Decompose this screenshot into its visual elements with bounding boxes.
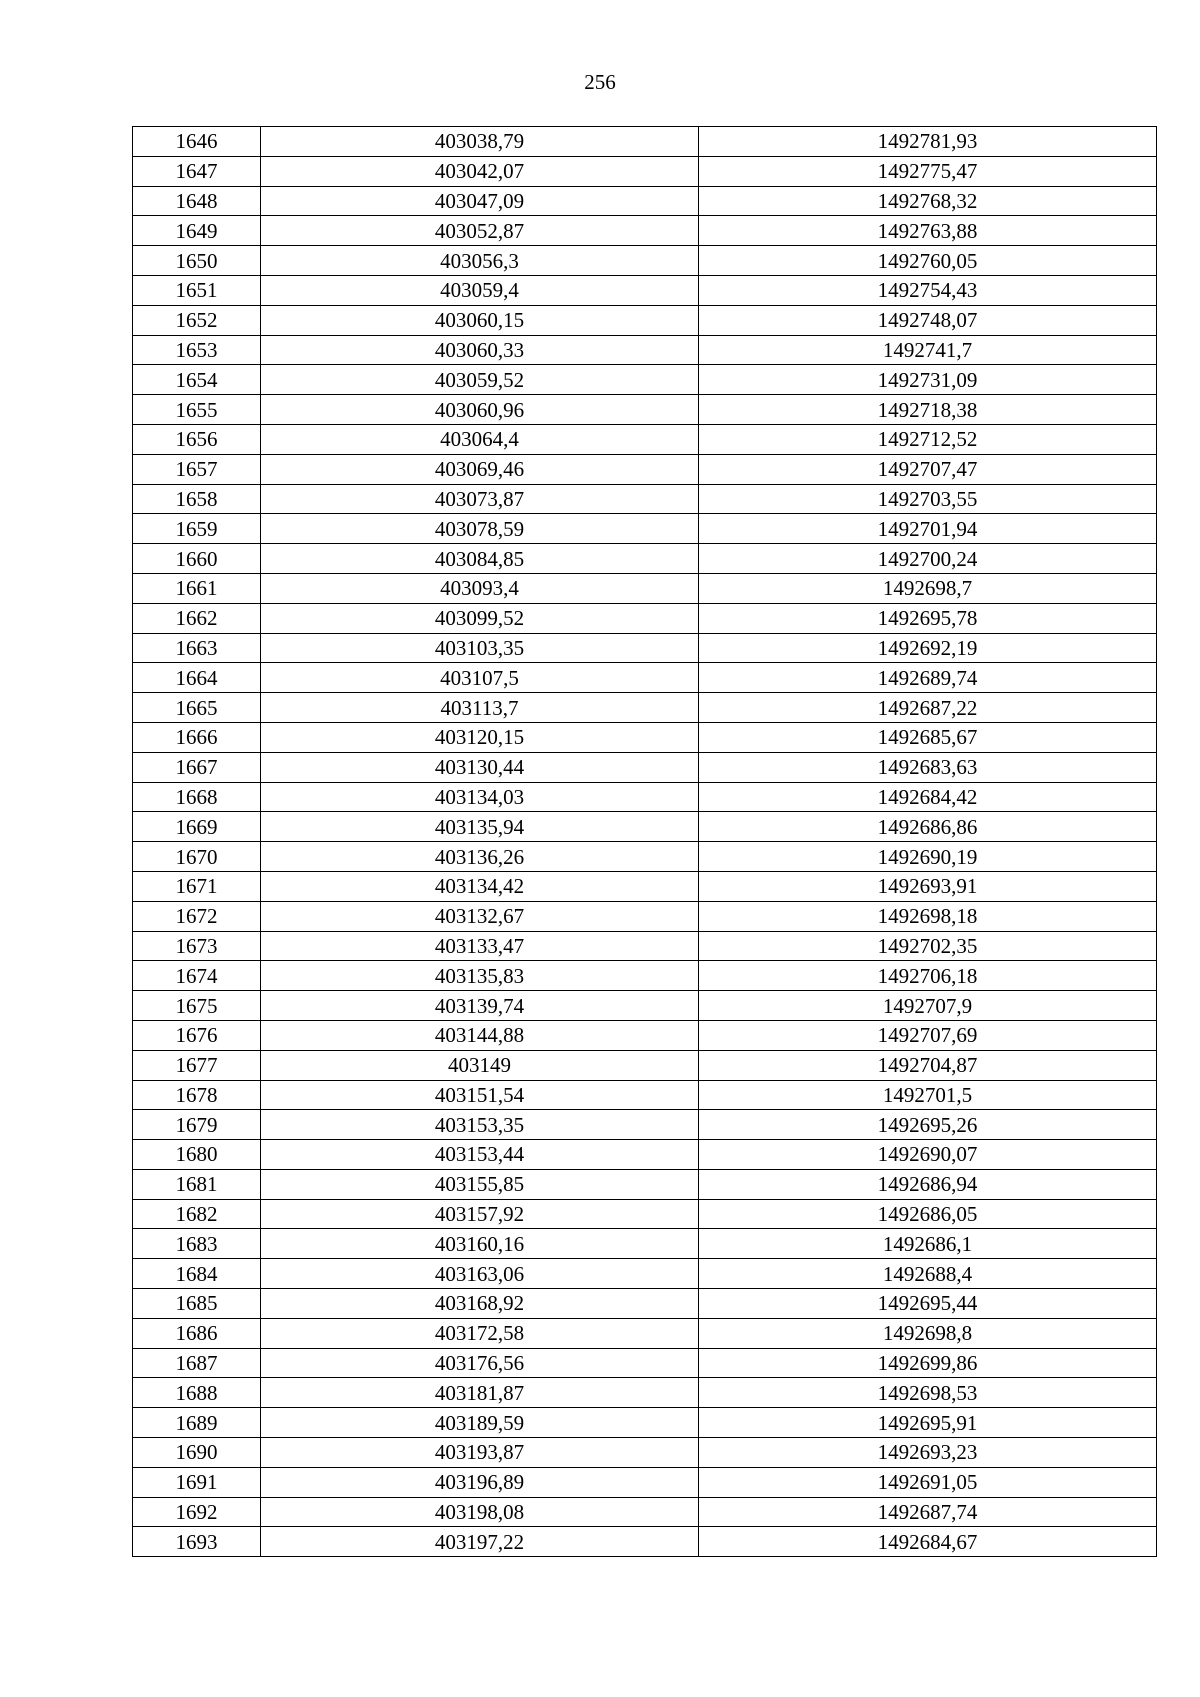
y-coordinate-cell: 1492689,74 [699,663,1157,693]
point-number-cell: 1663 [133,633,261,663]
x-coordinate-cell: 403139,74 [261,991,699,1021]
table-row [133,1229,1157,1259]
table-row [133,1020,1157,1050]
table-row [133,901,1157,931]
x-coordinate-cell: 403160,16 [261,1229,699,1259]
table-row [133,812,1157,842]
x-coordinate-cell: 403172,58 [261,1318,699,1348]
point-number-cell: 1682 [133,1199,261,1229]
point-number-cell: 1687 [133,1348,261,1378]
x-coordinate-cell: 403133,47 [261,931,699,961]
table-row [133,1289,1157,1319]
x-coordinate-cell: 403107,5 [261,663,699,693]
x-coordinate-cell: 403151,54 [261,1080,699,1110]
table-row [133,663,1157,693]
x-coordinate-cell: 403134,03 [261,782,699,812]
x-coordinate-cell: 403056,3 [261,246,699,276]
table-row [133,156,1157,186]
point-number-cell: 1647 [133,156,261,186]
point-number-cell: 1677 [133,1050,261,1080]
y-coordinate-cell: 1492731,09 [699,365,1157,395]
y-coordinate-cell: 1492701,5 [699,1080,1157,1110]
point-number-cell: 1655 [133,395,261,425]
table-row [133,961,1157,991]
table-row [133,1318,1157,1348]
y-coordinate-cell: 1492704,87 [699,1050,1157,1080]
y-coordinate-cell: 1492690,07 [699,1140,1157,1170]
y-coordinate-cell: 1492691,05 [699,1467,1157,1497]
table-row [133,246,1157,276]
point-number-cell: 1652 [133,305,261,335]
x-coordinate-cell: 403144,88 [261,1020,699,1050]
point-number-cell: 1668 [133,782,261,812]
x-coordinate-cell: 403193,87 [261,1438,699,1468]
x-coordinate-cell: 403130,44 [261,752,699,782]
point-number-cell: 1689 [133,1408,261,1438]
coordinates-table [132,126,1157,1557]
y-coordinate-cell: 1492698,53 [699,1378,1157,1408]
page-number: 256 [584,70,616,94]
point-number-cell: 1684 [133,1259,261,1289]
point-number-cell: 1662 [133,603,261,633]
y-coordinate-cell: 1492686,05 [699,1199,1157,1229]
y-coordinate-cell: 1492698,18 [699,901,1157,931]
y-coordinate-cell: 1492684,42 [699,782,1157,812]
table-row [133,603,1157,633]
table-row [133,127,1157,157]
y-coordinate-cell: 1492700,24 [699,544,1157,574]
point-number-cell: 1679 [133,1110,261,1140]
table-row [133,1497,1157,1527]
x-coordinate-cell: 403168,92 [261,1289,699,1319]
y-coordinate-cell: 1492695,91 [699,1408,1157,1438]
point-number-cell: 1671 [133,871,261,901]
y-coordinate-cell: 1492775,47 [699,156,1157,186]
point-number-cell: 1646 [133,127,261,157]
y-coordinate-cell: 1492706,18 [699,961,1157,991]
x-coordinate-cell: 403038,79 [261,127,699,157]
y-coordinate-cell: 1492712,52 [699,424,1157,454]
point-number-cell: 1691 [133,1467,261,1497]
table-row [133,1199,1157,1229]
table-row [133,1467,1157,1497]
x-coordinate-cell: 403064,4 [261,424,699,454]
y-coordinate-cell: 1492707,9 [699,991,1157,1021]
point-number-cell: 1654 [133,365,261,395]
x-coordinate-cell: 403103,35 [261,633,699,663]
x-coordinate-cell: 403047,09 [261,186,699,216]
table-row [133,365,1157,395]
table-row [133,931,1157,961]
x-coordinate-cell: 403181,87 [261,1378,699,1408]
point-number-cell: 1675 [133,991,261,1021]
table-row [133,1050,1157,1080]
y-coordinate-cell: 1492695,26 [699,1110,1157,1140]
table-row [133,693,1157,723]
y-coordinate-cell: 1492686,94 [699,1169,1157,1199]
x-coordinate-cell: 403196,89 [261,1467,699,1497]
point-number-cell: 1660 [133,544,261,574]
table-row [133,424,1157,454]
table-row [133,782,1157,812]
table-row [133,544,1157,574]
x-coordinate-cell: 403069,46 [261,454,699,484]
x-coordinate-cell: 403198,08 [261,1497,699,1527]
x-coordinate-cell: 403189,59 [261,1408,699,1438]
x-coordinate-cell: 403135,94 [261,812,699,842]
point-number-cell: 1686 [133,1318,261,1348]
point-number-cell: 1674 [133,961,261,991]
table-row [133,186,1157,216]
x-coordinate-cell: 403052,87 [261,216,699,246]
x-coordinate-cell: 403084,85 [261,544,699,574]
x-coordinate-cell: 403153,44 [261,1140,699,1170]
x-coordinate-cell: 403197,22 [261,1527,699,1557]
table-row [133,1080,1157,1110]
point-number-cell: 1670 [133,842,261,872]
x-coordinate-cell: 403135,83 [261,961,699,991]
table-row [133,871,1157,901]
table-row [133,1169,1157,1199]
point-number-cell: 1657 [133,454,261,484]
y-coordinate-cell: 1492687,22 [699,693,1157,723]
y-coordinate-cell: 1492693,91 [699,871,1157,901]
point-number-cell: 1661 [133,573,261,603]
y-coordinate-cell: 1492701,94 [699,514,1157,544]
point-number-cell: 1678 [133,1080,261,1110]
coordinates-table-body [133,127,1157,1557]
y-coordinate-cell: 1492693,23 [699,1438,1157,1468]
x-coordinate-cell: 403149 [261,1050,699,1080]
x-coordinate-cell: 403042,07 [261,156,699,186]
x-coordinate-cell: 403099,52 [261,603,699,633]
y-coordinate-cell: 1492763,88 [699,216,1157,246]
point-number-cell: 1658 [133,484,261,514]
y-coordinate-cell: 1492781,93 [699,127,1157,157]
table-row [133,752,1157,782]
y-coordinate-cell: 1492754,43 [699,275,1157,305]
y-coordinate-cell: 1492684,67 [699,1527,1157,1557]
y-coordinate-cell: 1492686,1 [699,1229,1157,1259]
x-coordinate-cell: 403155,85 [261,1169,699,1199]
x-coordinate-cell: 403176,56 [261,1348,699,1378]
point-number-cell: 1666 [133,722,261,752]
point-number-cell: 1693 [133,1527,261,1557]
x-coordinate-cell: 403120,15 [261,722,699,752]
point-number-cell: 1685 [133,1289,261,1319]
x-coordinate-cell: 403060,96 [261,395,699,425]
y-coordinate-cell: 1492686,86 [699,812,1157,842]
x-coordinate-cell: 403163,06 [261,1259,699,1289]
y-coordinate-cell: 1492768,32 [699,186,1157,216]
table-row [133,1438,1157,1468]
point-number-cell: 1669 [133,812,261,842]
table-row [133,395,1157,425]
y-coordinate-cell: 1492695,78 [699,603,1157,633]
x-coordinate-cell: 403153,35 [261,1110,699,1140]
point-number-cell: 1656 [133,424,261,454]
table-row [133,1110,1157,1140]
table-row [133,991,1157,1021]
table-row [133,1378,1157,1408]
point-number-cell: 1648 [133,186,261,216]
point-number-cell: 1650 [133,246,261,276]
y-coordinate-cell: 1492718,38 [699,395,1157,425]
table-row [133,275,1157,305]
y-coordinate-cell: 1492707,47 [699,454,1157,484]
x-coordinate-cell: 403093,4 [261,573,699,603]
table-row [133,573,1157,603]
x-coordinate-cell: 403060,33 [261,335,699,365]
y-coordinate-cell: 1492692,19 [699,633,1157,663]
point-number-cell: 1664 [133,663,261,693]
point-number-cell: 1659 [133,514,261,544]
point-number-cell: 1673 [133,931,261,961]
y-coordinate-cell: 1492741,7 [699,335,1157,365]
table-row [133,1259,1157,1289]
x-coordinate-cell: 403157,92 [261,1199,699,1229]
y-coordinate-cell: 1492688,4 [699,1259,1157,1289]
y-coordinate-cell: 1492695,44 [699,1289,1157,1319]
x-coordinate-cell: 403113,7 [261,693,699,723]
y-coordinate-cell: 1492698,8 [699,1318,1157,1348]
table-row [133,454,1157,484]
point-number-cell: 1651 [133,275,261,305]
table-row [133,514,1157,544]
x-coordinate-cell: 403073,87 [261,484,699,514]
point-number-cell: 1665 [133,693,261,723]
y-coordinate-cell: 1492683,63 [699,752,1157,782]
x-coordinate-cell: 403060,15 [261,305,699,335]
table-row [133,842,1157,872]
point-number-cell: 1667 [133,752,261,782]
table-row [133,1348,1157,1378]
point-number-cell: 1680 [133,1140,261,1170]
table-row [133,1408,1157,1438]
table-row [133,216,1157,246]
point-number-cell: 1683 [133,1229,261,1259]
y-coordinate-cell: 1492707,69 [699,1020,1157,1050]
y-coordinate-cell: 1492760,05 [699,246,1157,276]
point-number-cell: 1688 [133,1378,261,1408]
point-number-cell: 1653 [133,335,261,365]
point-number-cell: 1672 [133,901,261,931]
point-number-cell: 1649 [133,216,261,246]
y-coordinate-cell: 1492703,55 [699,484,1157,514]
table-row [133,484,1157,514]
y-coordinate-cell: 1492698,7 [699,573,1157,603]
y-coordinate-cell: 1492702,35 [699,931,1157,961]
y-coordinate-cell: 1492687,74 [699,1497,1157,1527]
point-number-cell: 1676 [133,1020,261,1050]
x-coordinate-cell: 403059,52 [261,365,699,395]
table-row [133,1527,1157,1557]
point-number-cell: 1681 [133,1169,261,1199]
y-coordinate-cell: 1492685,67 [699,722,1157,752]
x-coordinate-cell: 403078,59 [261,514,699,544]
table-row [133,1140,1157,1170]
x-coordinate-cell: 403059,4 [261,275,699,305]
point-number-cell: 1692 [133,1497,261,1527]
y-coordinate-cell: 1492690,19 [699,842,1157,872]
table-row [133,305,1157,335]
x-coordinate-cell: 403132,67 [261,901,699,931]
x-coordinate-cell: 403136,26 [261,842,699,872]
table-row [133,722,1157,752]
table-row [133,633,1157,663]
y-coordinate-cell: 1492748,07 [699,305,1157,335]
y-coordinate-cell: 1492699,86 [699,1348,1157,1378]
x-coordinate-cell: 403134,42 [261,871,699,901]
table-row [133,335,1157,365]
point-number-cell: 1690 [133,1438,261,1468]
